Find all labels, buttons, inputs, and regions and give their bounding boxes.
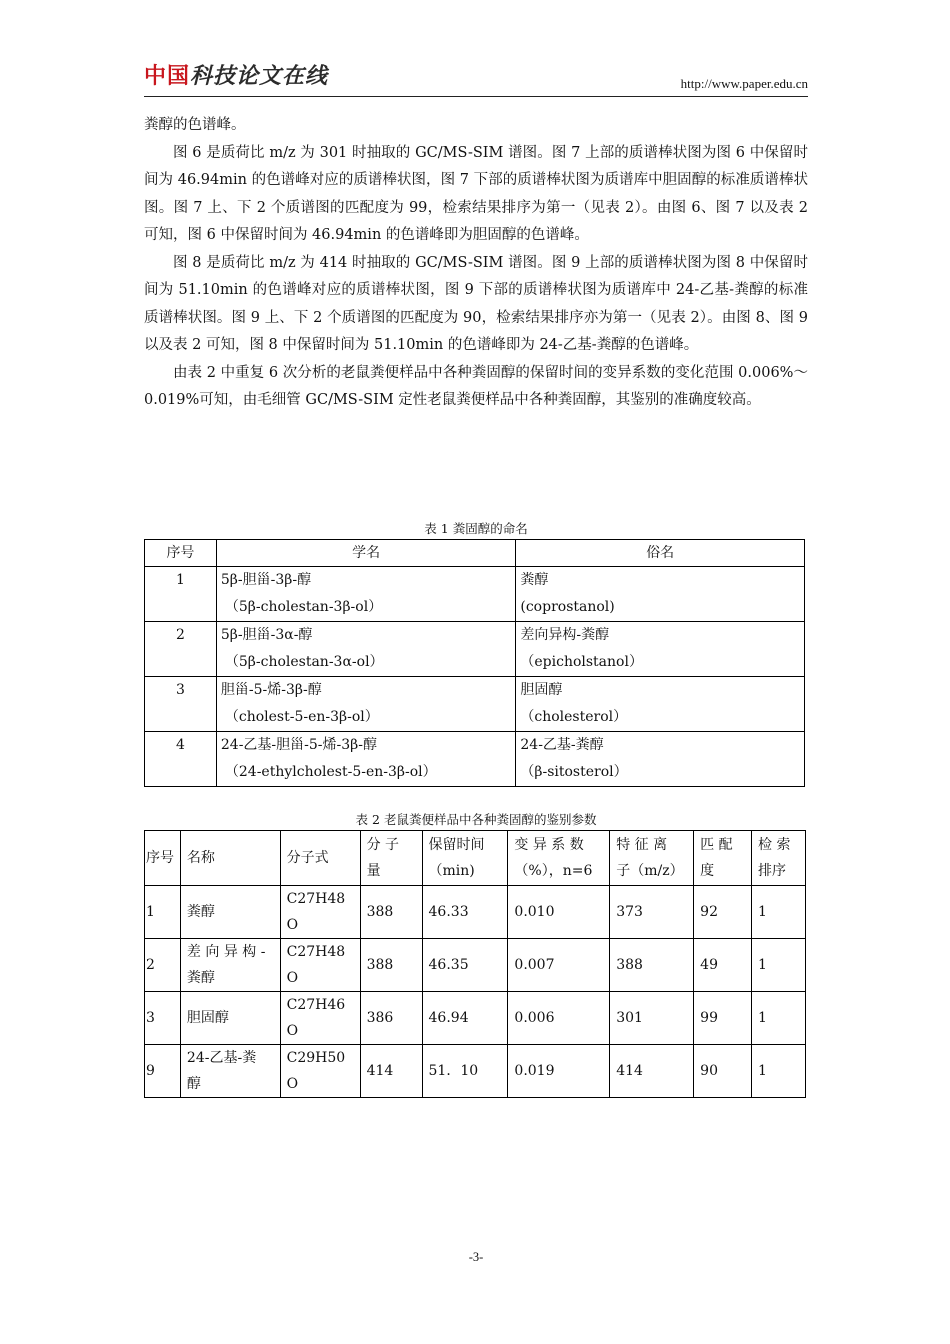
column-header-line: （%），n=6: [514, 863, 593, 879]
cell-name: [180, 992, 280, 1045]
cell-index: 1: [145, 567, 217, 622]
column-header-line: 子（m/z）: [616, 863, 684, 879]
column-header-line: 序号: [146, 850, 174, 866]
cell-line: C27H48: [286, 944, 346, 960]
paragraph: 粪醇的色谱峰。: [144, 117, 246, 133]
cell-rank: 1: [752, 992, 806, 1045]
common-name-en: (coprostanol): [520, 599, 615, 615]
site-logo: [144, 62, 328, 92]
cell-cv: 0.007: [508, 939, 610, 992]
column-header-line: 名称: [186, 850, 215, 866]
column-header: [694, 831, 752, 886]
cell-scientific-name: [216, 732, 516, 787]
table-row: [145, 886, 806, 939]
cell-rt: 46.35: [422, 939, 508, 992]
column-header: 俗名: [516, 540, 805, 567]
paragraph: 图 8 是质荷比 m/z 为 414 时抽取的 GC/MS-SIM 谱图。图 9 上部的质谱棒状图为图 8 中保留时间为 51.10min 的色谱峰对应的质谱棒状图，图 9 下部的质谱棒状图为质谱库中 24-乙基-粪醇的标准质谱棒状图。图 9 上、下 2 个质谱图的匹配度为 90，检索结果排序亦为第一（见表 2）。由图 8、图 9 以及表 2 可知，图 8 中保留时间为 51.10min 的色谱峰即为 24-乙基-粪醇的色谱峰。: [144, 254, 808, 353]
cell-mw: 414: [360, 1045, 422, 1098]
cell-line: 差 向 异 构 -: [186, 944, 266, 960]
cell-mw: 388: [360, 939, 422, 992]
body-text: [144, 112, 808, 415]
cell-common-name: [516, 732, 805, 787]
table-header-row: [145, 540, 805, 567]
column-header-line: 度: [700, 863, 715, 879]
logo-red-text: 中国: [144, 64, 191, 89]
page-number: -3-: [468, 1250, 484, 1264]
cell-name: [180, 1045, 280, 1098]
cell-rt: 46.33: [422, 886, 508, 939]
cell-rank: 1: [752, 1045, 806, 1098]
table-header-row: [145, 831, 806, 886]
common-name-cn: 24-乙基-粪醇: [520, 737, 604, 753]
table-row: [145, 732, 805, 787]
cell-scientific-name: [216, 567, 516, 622]
cell-match: 99: [694, 992, 752, 1045]
cell-line: 胆固醇: [186, 1010, 229, 1026]
cell-cv: 0.006: [508, 992, 610, 1045]
cell-common-name: [516, 622, 805, 677]
cell-cv: 0.019: [508, 1045, 610, 1098]
page-header: [144, 62, 808, 96]
cell-formula: [280, 939, 360, 992]
column-header-line: 匹 配: [700, 837, 733, 853]
common-name-cn: 差向异构-粪醇: [520, 627, 610, 643]
table-row: [145, 677, 805, 732]
scientific-name-en: （5β-cholestan-3α-ol）: [224, 654, 384, 670]
scientific-name-en: （5β-cholestan-3β-ol）: [224, 599, 383, 615]
header-rule: [144, 96, 808, 97]
cell-match: 92: [694, 886, 752, 939]
column-header: 学名: [216, 540, 516, 567]
table-sterol-nomenclature: [144, 539, 805, 787]
cell-scientific-name: [216, 622, 516, 677]
common-name-en: （epicholstanol）: [520, 654, 643, 670]
table-row: [145, 567, 805, 622]
cell-index: 2: [145, 622, 217, 677]
common-name-en: （β-sitosterol）: [520, 764, 628, 780]
column-header-line: 保留时间: [428, 837, 485, 853]
column-header: [752, 831, 806, 886]
cell-rt: 46.94: [422, 992, 508, 1045]
cell-line: 醇: [186, 1076, 201, 1092]
paragraph: 由表 2 中重复 6 次分析的老鼠粪便样品中各种粪固醇的保留时间的变异系数的变化范围 0.006%～0.019%可知，由毛细管 GC/MS-SIM 定性老鼠粪便样品中各种粪固醇，其鉴别的准确度较高。: [144, 364, 808, 408]
cell-formula: [280, 1045, 360, 1098]
cell-common-name: [516, 677, 805, 732]
cell-name: [180, 939, 280, 992]
table-row: [145, 939, 806, 992]
table-row: [145, 992, 806, 1045]
column-header: [360, 831, 422, 886]
cell-idx: 2: [145, 939, 181, 992]
column-header-line: 分子式: [286, 850, 329, 866]
column-header: [610, 831, 694, 886]
column-header-line: 变 异 系 数: [514, 837, 584, 853]
table1-caption: 表 1 粪固醇的命名: [424, 521, 528, 536]
cell-ion: 301: [610, 992, 694, 1045]
cell-index: 3: [145, 677, 217, 732]
cell-index: 4: [145, 732, 217, 787]
column-header-line: （min): [428, 863, 475, 879]
common-name-cn: 粪醇: [520, 572, 549, 588]
table2-caption: 表 2 老鼠粪便样品中各种粪固醇的鉴别参数: [355, 812, 597, 827]
cell-ion: 414: [610, 1045, 694, 1098]
scientific-name-cn: 24-乙基-胆甾-5-烯-3β-醇: [220, 737, 377, 753]
column-header-line: 排序: [758, 863, 787, 879]
cell-mw: 386: [360, 992, 422, 1045]
cell-line: 24-乙基-粪: [186, 1050, 257, 1066]
cell-match: 49: [694, 939, 752, 992]
cell-line: O: [286, 1076, 299, 1092]
cell-line: 粪醇: [186, 904, 215, 920]
scientific-name-en: （cholest-5-en-3β-ol）: [224, 709, 379, 725]
cell-line: O: [286, 1023, 299, 1039]
cell-idx: 9: [145, 1045, 181, 1098]
cell-formula: [280, 992, 360, 1045]
common-name-en: （cholesterol）: [520, 709, 628, 725]
cell-rank: 1: [752, 886, 806, 939]
column-header: [422, 831, 508, 886]
cell-line: O: [286, 970, 299, 986]
column-header-line: 量: [366, 863, 381, 879]
cell-match: 90: [694, 1045, 752, 1098]
cell-name: [180, 886, 280, 939]
scientific-name-en: （24-ethylcholest-5-en-3β-ol）: [224, 764, 437, 780]
header-url: http://www.paper.edu.cn: [680, 76, 808, 91]
cell-line: 粪醇: [186, 970, 215, 986]
column-header: [508, 831, 610, 886]
cell-line: C29H50: [286, 1050, 346, 1066]
column-header-line: 特 征 离: [616, 837, 668, 853]
cell-rank: 1: [752, 939, 806, 992]
scientific-name-cn: 5β-胆甾-3α-醇: [220, 627, 313, 643]
cell-rt: 51．10: [422, 1045, 508, 1098]
cell-ion: 373: [610, 886, 694, 939]
logo-dark-text: 科技论文在线: [190, 64, 329, 89]
cell-mw: 388: [360, 886, 422, 939]
cell-idx: 1: [145, 886, 181, 939]
table-row: [145, 622, 805, 677]
cell-idx: 3: [145, 992, 181, 1045]
table-row: [145, 1045, 806, 1098]
column-header-line: 检 索: [758, 837, 791, 853]
cell-scientific-name: [216, 677, 516, 732]
common-name-cn: 胆固醇: [520, 682, 563, 698]
scientific-name-cn: 胆甾-5-烯-3β-醇: [220, 682, 322, 698]
cell-line: C27H46: [286, 997, 346, 1013]
cell-ion: 388: [610, 939, 694, 992]
column-header: [180, 831, 280, 886]
column-header-line: 分 子: [366, 837, 400, 853]
paragraph: 图 6 是质荷比 m/z 为 301 时抽取的 GC/MS-SIM 谱图。图 7 上部的质谱棒状图为图 6 中保留时间为 46.94min 的色谱峰对应的质谱棒状图，图 7 下部的质谱棒状图为质谱库中胆固醇的标准质谱棒状图。图 7 上、下 2 个质谱图的匹配度为 99，检索结果排序为第一（见表 2）。由图 6、图 7 以及表 2 可知，图 6 中保留时间为 46.94min 的色谱峰即为胆固醇的色谱峰。: [144, 144, 809, 243]
cell-formula: [280, 886, 360, 939]
cell-common-name: [516, 567, 805, 622]
column-header: [280, 831, 360, 886]
scientific-name-cn: 5β-胆甾-3β-醇: [220, 572, 312, 588]
cell-line: O: [286, 917, 299, 933]
table-identification-parameters: [144, 830, 806, 1098]
cell-line: C27H48: [286, 891, 346, 907]
cell-cv: 0.010: [508, 886, 610, 939]
column-header: [145, 831, 181, 886]
column-header: 序号: [145, 540, 217, 567]
